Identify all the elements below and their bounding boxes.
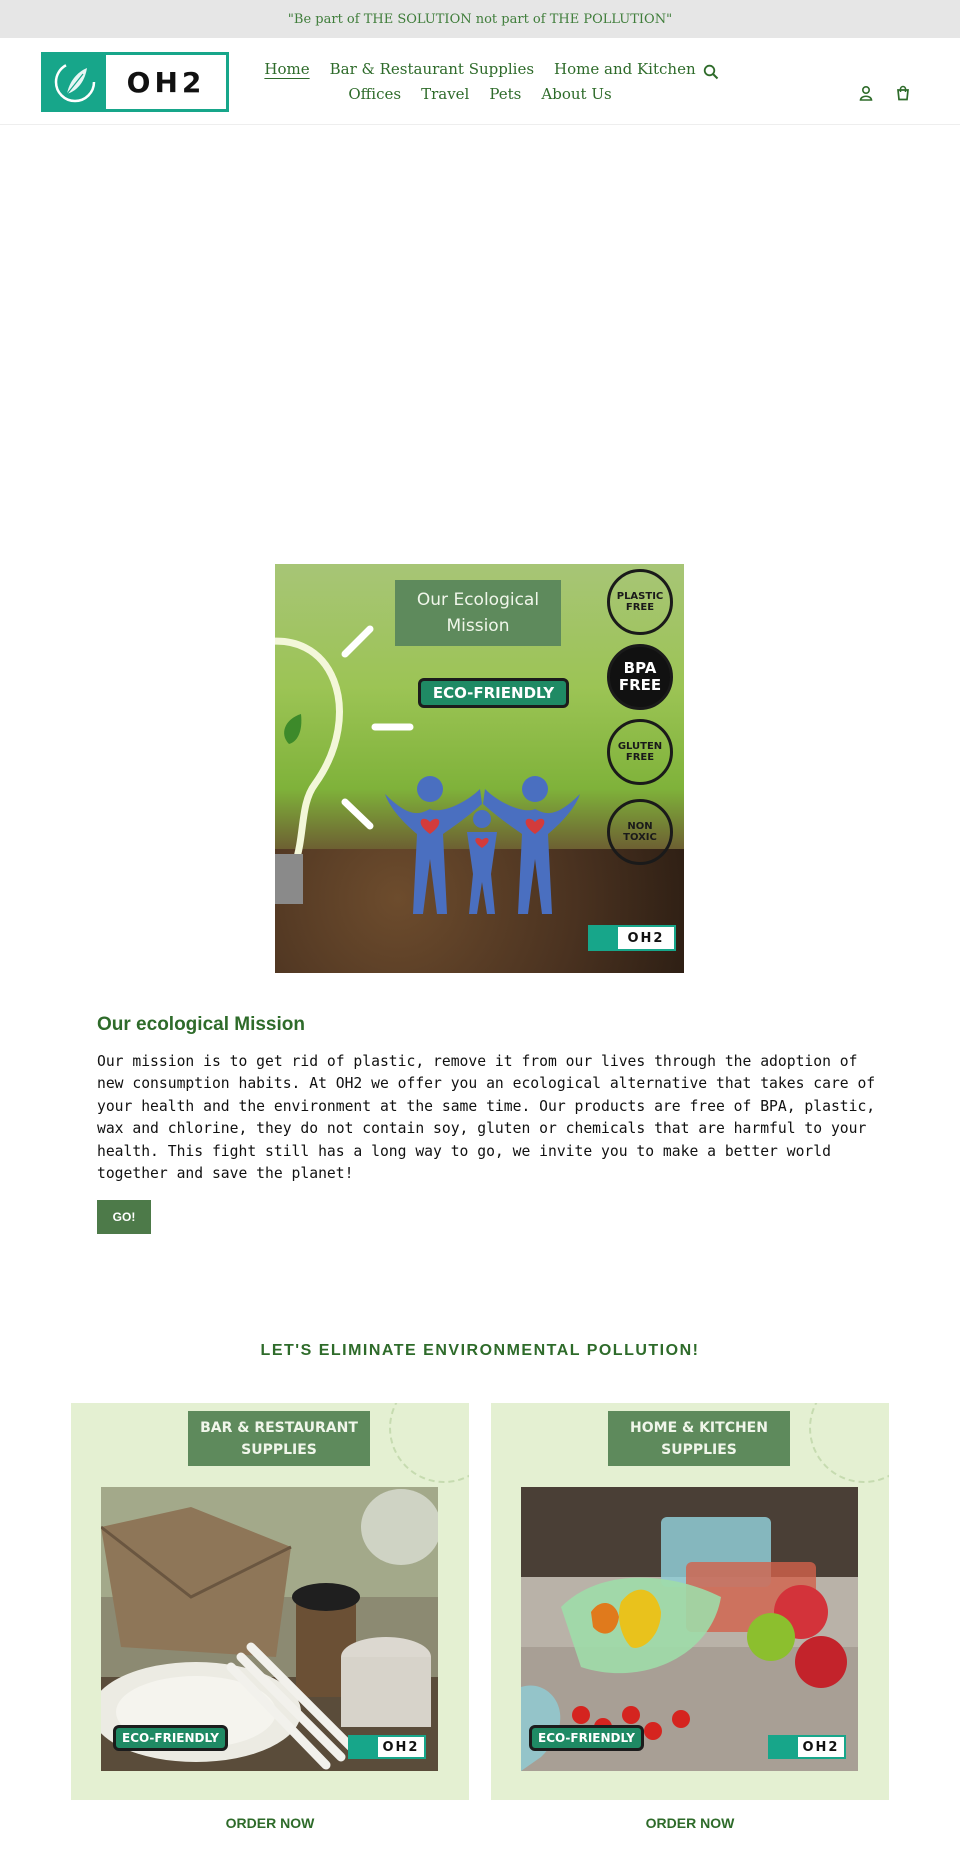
leaf-decoration-icon: [389, 1403, 469, 1483]
non-toxic-seal: NON TOXIC: [607, 799, 673, 865]
nav-offices[interactable]: Offices: [348, 84, 402, 103]
mission-image-logo-text: OH2: [627, 930, 665, 946]
gluten-free-seal: GLUTEN FREE: [607, 719, 673, 785]
order-now-home-kitchen[interactable]: ORDER NOW: [645, 1815, 735, 1831]
card-title-line2: SUPPLIES: [241, 1441, 317, 1458]
site-logo[interactable]: [41, 52, 229, 112]
leaf-icon: [350, 1737, 378, 1757]
nav-row-2: [260, 81, 700, 106]
mission-image: [275, 564, 684, 973]
mission-image-title-line2: Mission: [446, 616, 510, 636]
site-header: [0, 38, 960, 125]
card-logo: [768, 1735, 846, 1759]
main-nav: [260, 56, 700, 106]
leaf-icon: [590, 927, 618, 949]
mission-image-title-line1: Our Ecological: [416, 590, 540, 610]
cart-icon[interactable]: [892, 82, 914, 104]
mission-heading: Our ecological Mission: [97, 1014, 305, 1035]
mission-image-title: [395, 580, 561, 646]
plastic-free-seal: PLASTIC FREE: [607, 569, 673, 635]
announcement-text: "Be part of THE SOLUTION not part of THE POLLUTION": [287, 11, 673, 27]
home-kitchen-photo: [521, 1487, 858, 1771]
card-home-kitchen[interactable]: [491, 1403, 889, 1800]
go-button[interactable]: GO!: [97, 1200, 151, 1234]
account-icon[interactable]: [855, 82, 877, 104]
nav-row-1: [260, 56, 700, 81]
nav-home[interactable]: Home: [264, 59, 310, 78]
pollution-heading: LET'S ELIMINATE ENVIRONMENTAL POLLUTION!: [260, 1342, 700, 1359]
nav-about-us[interactable]: About Us: [541, 84, 612, 103]
card-title-line2: SUPPLIES: [661, 1441, 737, 1458]
family-figures-icon: [385, 764, 585, 924]
nav-bar-restaurant-supplies[interactable]: Bar & Restaurant Supplies: [329, 59, 535, 78]
card-logo: [348, 1735, 426, 1759]
card-eco-badge: ECO-FRIENDLY: [529, 1725, 644, 1751]
leaf-icon: [44, 55, 106, 109]
leaf-icon: [770, 1737, 798, 1757]
search-icon[interactable]: [700, 61, 722, 83]
mission-image-logo: [588, 925, 676, 951]
card-title-line1: HOME & KITCHEN: [630, 1419, 768, 1436]
card-bar-restaurant[interactable]: [71, 1403, 469, 1800]
nav-home-and-kitchen[interactable]: Home and Kitchen: [554, 59, 696, 78]
leaf-decoration-icon: [809, 1403, 889, 1483]
eco-friendly-badge: ECO-FRIENDLY: [418, 678, 569, 708]
hero-banner: [0, 126, 960, 556]
mission-body: Our mission is to get rid of plastic, remove it from our lives through the adoption of new consumption habits. At OH2 we offer you an ecological alternative that takes care of your health and the environment at the same time. Our products are free of BPA, plastic, wax and chlorine, they do not contain soy, gluten or chemicals that are harmful to your health. This fight still has a long way to go, we invite you to make a better world together and save the planet!: [97, 1053, 876, 1183]
card-title: [188, 1411, 370, 1466]
bpa-free-seal: BPA FREE: [607, 644, 673, 710]
nav-travel[interactable]: Travel: [421, 84, 470, 103]
bar-restaurant-photo: [101, 1487, 438, 1771]
card-title: [608, 1411, 790, 1466]
order-now-bar-restaurant[interactable]: ORDER NOW: [225, 1815, 315, 1831]
card-eco-badge: ECO-FRIENDLY: [113, 1725, 228, 1751]
logo-text: OH2: [126, 65, 206, 99]
announcement-bar: [0, 0, 960, 38]
nav-pets[interactable]: Pets: [489, 84, 522, 103]
card-logo-text: OH2: [382, 1739, 420, 1755]
card-logo-text: OH2: [802, 1739, 840, 1755]
card-title-line1: BAR & RESTAURANT: [200, 1419, 358, 1436]
